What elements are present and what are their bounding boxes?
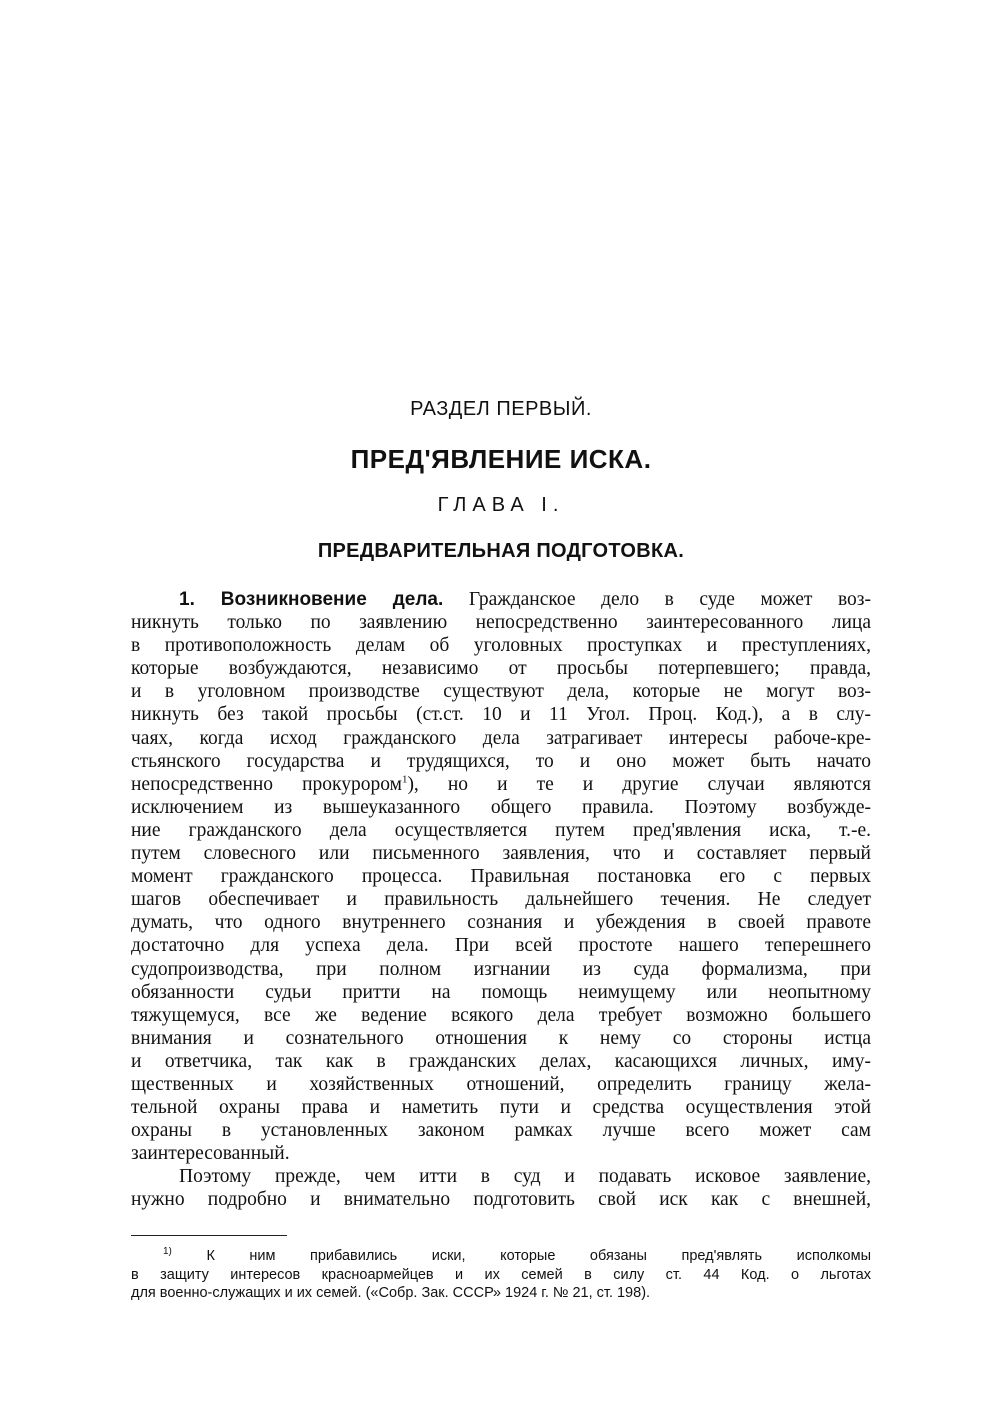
section-label: РАЗДЕЛ ПЕРВЫЙ.: [410, 398, 592, 420]
paragraph-line: чаях, когда исход гражданского дела затрагивает интересы рабоче-кре-: [131, 727, 871, 749]
paragraph-line: момент гражданского процесса. Правильная постановка его с первых: [131, 866, 871, 888]
paragraph-line: заинтересованный.: [131, 1143, 290, 1165]
chapter-label: ГЛАВА I.: [437, 494, 565, 516]
footnote-divider: [131, 1235, 287, 1236]
paragraph-line: непосредственно прокурором$^1$), но и те и другие случаи являются: [131, 773, 871, 795]
paragraph-line: в противоположность делам об уголовных проступках и преступлениях,: [131, 635, 871, 657]
paragraph-line: обязанности судьи притти на помощь неимущему или неопытному: [131, 981, 871, 1003]
paragraph-line: внимания и сознательного отношения к нему со стороны истца: [131, 1027, 871, 1049]
paragraph-line: которые возбуждаются, независимо от просьбы потерпевшего; правда,: [131, 658, 871, 680]
paragraph-line: судопроизводства, при полном изгнании из суда формализма, при: [131, 958, 871, 980]
book-page: [131, 0, 871, 1424]
footnotes: [131, 1247, 871, 1303]
paragraph-line: стьянского государства и трудящихся, то и оно может быть начато: [131, 750, 871, 772]
paragraph-line: путем словесного или письменного заявления, что и составляет первый: [131, 843, 871, 865]
footnote-line: в защиту интересов красноармейцев и их семей в силу ст. 44 Код. о льготах: [131, 1266, 871, 1283]
paragraph-line: щественных и хозяйственных отношений, определить границу жела-: [131, 1073, 871, 1095]
paragraph-line: тельной охраны права и наметить пути и средства осуществления этой: [131, 1097, 871, 1119]
body-text: [131, 588, 871, 1212]
paragraph-line: думать, что одного внутреннего сознания и убеждения в своей правоте: [131, 912, 871, 934]
footnote-mark: 1): [163, 1247, 172, 1258]
paragraph-line: исключением из вышеуказанного общего правила. Поэтому возбужде-: [131, 796, 871, 818]
chapter-title: ПРЕДВАРИТЕЛЬНАЯ ПОДГОТОВКА.: [317, 540, 685, 562]
paragraph-line: Поэтому прежде, чем итти в суд и подавать исковое заявление,: [179, 1166, 871, 1188]
footnote-line: для военно-служащих и их семей. («Собр. Зак. СССР» 1924 г. № 21, ст. 198).: [131, 1285, 651, 1301]
paragraph-line: никнуть без такой просьбы (ст.ст. 10 и 11 Угол. Проц. Код.), а в слу-: [131, 704, 871, 726]
footnote-reference[interactable]: 1: [401, 773, 408, 786]
paragraph-heading: 1. Возникновение дела.: [179, 589, 444, 610]
paragraph-line: тяжущемуся, все же ведение всякого дела требует возможно большего: [131, 1004, 871, 1026]
paragraph-line: ние гражданского дела осуществляется путем пред'явления иска, т.-е.: [131, 819, 871, 841]
paragraph-line: никнуть только по заявлению непосредственно заинтересованного лица: [131, 612, 871, 634]
paragraph-line: достаточно для успеха дела. При всей простоте нашего теперешнего: [131, 935, 871, 957]
paragraph-line: охраны в установленных законом рамках лучше всего может сам: [131, 1120, 871, 1142]
footnote-line: $^{1)}$ К ним прибавились иски, которые обязаны пред'являть исполкомы: [163, 1247, 871, 1264]
section-title: ПРЕД'ЯВЛЕНИЕ ИСКА.: [350, 444, 652, 474]
paragraph-line: и ответчика, так как в гражданских делах, касающихся личных, иму-: [131, 1050, 871, 1072]
paragraph-line: 1. Возникновение дела. Гражданское дело в суде может воз-: [179, 589, 871, 610]
paragraph-line: нужно подробно и внимательно подготовить свой иск как с внешней,: [131, 1189, 871, 1211]
paragraph-line: шагов обеспечивает и правильность дальнейшего течения. Не следует: [131, 889, 871, 911]
paragraph-line: и в уголовном производстве существуют дела, которые не могут воз-: [131, 681, 871, 703]
